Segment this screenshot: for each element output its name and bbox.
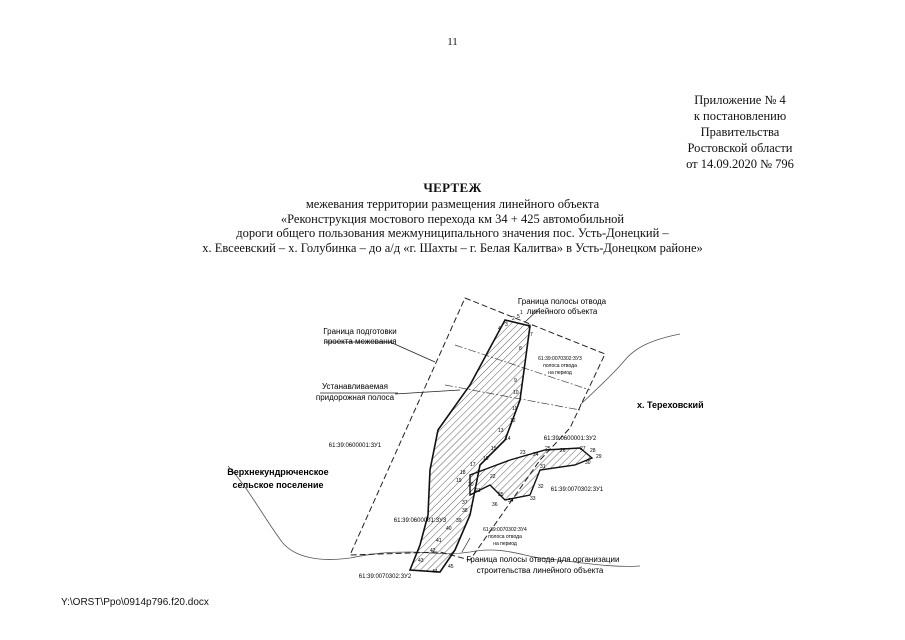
- appendix-line: Ростовской области: [687, 141, 793, 155]
- label-boundary-project: Граница подготовки: [323, 327, 397, 336]
- point-number: 11: [512, 406, 518, 412]
- label-settlement: Верхнекундрюченское: [227, 467, 329, 477]
- point-number: 10: [513, 390, 519, 396]
- label-boundary-project: проекта межевания: [323, 337, 397, 346]
- leader-line: [390, 342, 435, 362]
- appendix-line: к постановлению: [693, 109, 787, 123]
- point-number: 1: [520, 310, 523, 316]
- point-number: 28: [590, 448, 596, 454]
- point-number: 15: [491, 446, 497, 452]
- label-construction: строительства линейного объекта: [476, 566, 604, 575]
- point-number: 18: [460, 470, 466, 476]
- footer-file-path: Y:\ORST\Ppo\0914p796.f20.docx: [61, 597, 209, 608]
- appendix-line: от 14.09.2020 № 796: [686, 157, 794, 171]
- point-number: 41: [436, 538, 442, 544]
- point-number: 36: [492, 502, 498, 508]
- point-number: 24: [533, 452, 539, 458]
- point-number: 39: [456, 518, 462, 524]
- cadastral-label: 61:39:0600001:ЗУ1: [328, 443, 382, 449]
- point-number: 17: [470, 462, 476, 468]
- point-number: 9: [514, 378, 517, 384]
- point-number: 37: [462, 500, 468, 506]
- page-number: 11: [447, 36, 458, 48]
- note-label: на период: [548, 370, 572, 376]
- point-number: 33: [530, 496, 536, 502]
- point-number: 29: [596, 454, 602, 460]
- point-number: 26: [560, 448, 566, 454]
- cadastral-label: 61:39:0600001:ЗУ3: [393, 518, 447, 524]
- label-roadside: Устанавливаемая: [322, 382, 388, 391]
- point-number: 31: [540, 464, 546, 470]
- note-label: 61:39:0070302:ЗУ3: [538, 356, 582, 362]
- survey-drawing: [0, 290, 905, 590]
- point-number: 13: [498, 428, 504, 434]
- point-number: 16: [483, 456, 489, 462]
- cadastral-label: 61:39:0070302:ЗУ2: [358, 574, 412, 580]
- point-number: 45: [448, 564, 454, 570]
- point-number: 6: [528, 324, 531, 330]
- leader-line: [395, 390, 460, 394]
- label-allotment: Граница полосы отвода: [517, 297, 607, 306]
- note-label: на период: [493, 541, 517, 547]
- point-number: 8: [519, 346, 522, 352]
- point-number: 2: [512, 316, 515, 322]
- point-number: 38: [462, 508, 468, 514]
- subtitle-line: дороги общего пользования межмуниципального значения пос. Усть-Донецкий –: [236, 226, 669, 240]
- appendix-line: Приложение № 4: [694, 93, 786, 107]
- point-number: 25: [545, 446, 551, 452]
- point-number: 44: [432, 569, 438, 575]
- point-number: 7: [530, 332, 533, 338]
- point-number: 30: [585, 460, 591, 466]
- river-line: [580, 334, 680, 405]
- label-construction: Граница полосы отвода для организации: [466, 555, 620, 564]
- point-number: 27: [580, 446, 586, 452]
- subtitle-line: межевания территории размещения линейного объекта: [305, 197, 600, 211]
- point-number: 19: [456, 478, 462, 484]
- subtitle-line: «Реконструкция мостового перехода км 34 + 425 автомобильной: [280, 211, 625, 226]
- cadastral-label: 61:39:0070302:ЗУ1: [550, 487, 604, 493]
- point-number: 4: [498, 326, 501, 332]
- document-subtitle: [0, 197, 905, 255]
- point-number: 23: [520, 450, 526, 456]
- cadastral-label: 61:39:0600001:ЗУ2: [543, 436, 597, 442]
- label-roadside: придорожная полоса: [315, 393, 395, 402]
- point-number: 12: [510, 418, 516, 424]
- point-number: 21: [475, 488, 481, 494]
- point-number: 32: [538, 484, 544, 490]
- note-label: полоса отвода: [488, 534, 522, 540]
- point-number: 42: [430, 548, 436, 554]
- appendix-block: [640, 92, 840, 172]
- leader-line: [462, 538, 470, 552]
- label-settlement: сельское поселение: [232, 480, 324, 490]
- point-number: 22: [490, 474, 496, 480]
- subtitle-line: х. Евсеевский – х. Голубинка – до а/д «г. Шахты – г. Белая Калитва» в Усть-Донецком районе»: [202, 240, 703, 255]
- point-number: 34: [508, 498, 514, 504]
- point-number: 20: [468, 482, 474, 488]
- point-number: 35: [498, 492, 504, 498]
- appendix-line: Правительства: [700, 125, 780, 139]
- point-number: 3: [505, 322, 508, 328]
- note-label: 61:39:0070302:ЗУ4: [483, 527, 527, 533]
- point-number: 43: [418, 558, 424, 564]
- document-title: ЧЕРТЕЖ: [423, 180, 482, 195]
- label-allotment: линейного объекта: [526, 307, 598, 316]
- note-label: полоса отвода: [543, 363, 577, 369]
- point-number: 14: [505, 436, 511, 442]
- point-number: 40: [446, 526, 452, 532]
- point-number: 5: [517, 314, 520, 320]
- label-farm: х. Тереховский: [637, 400, 704, 410]
